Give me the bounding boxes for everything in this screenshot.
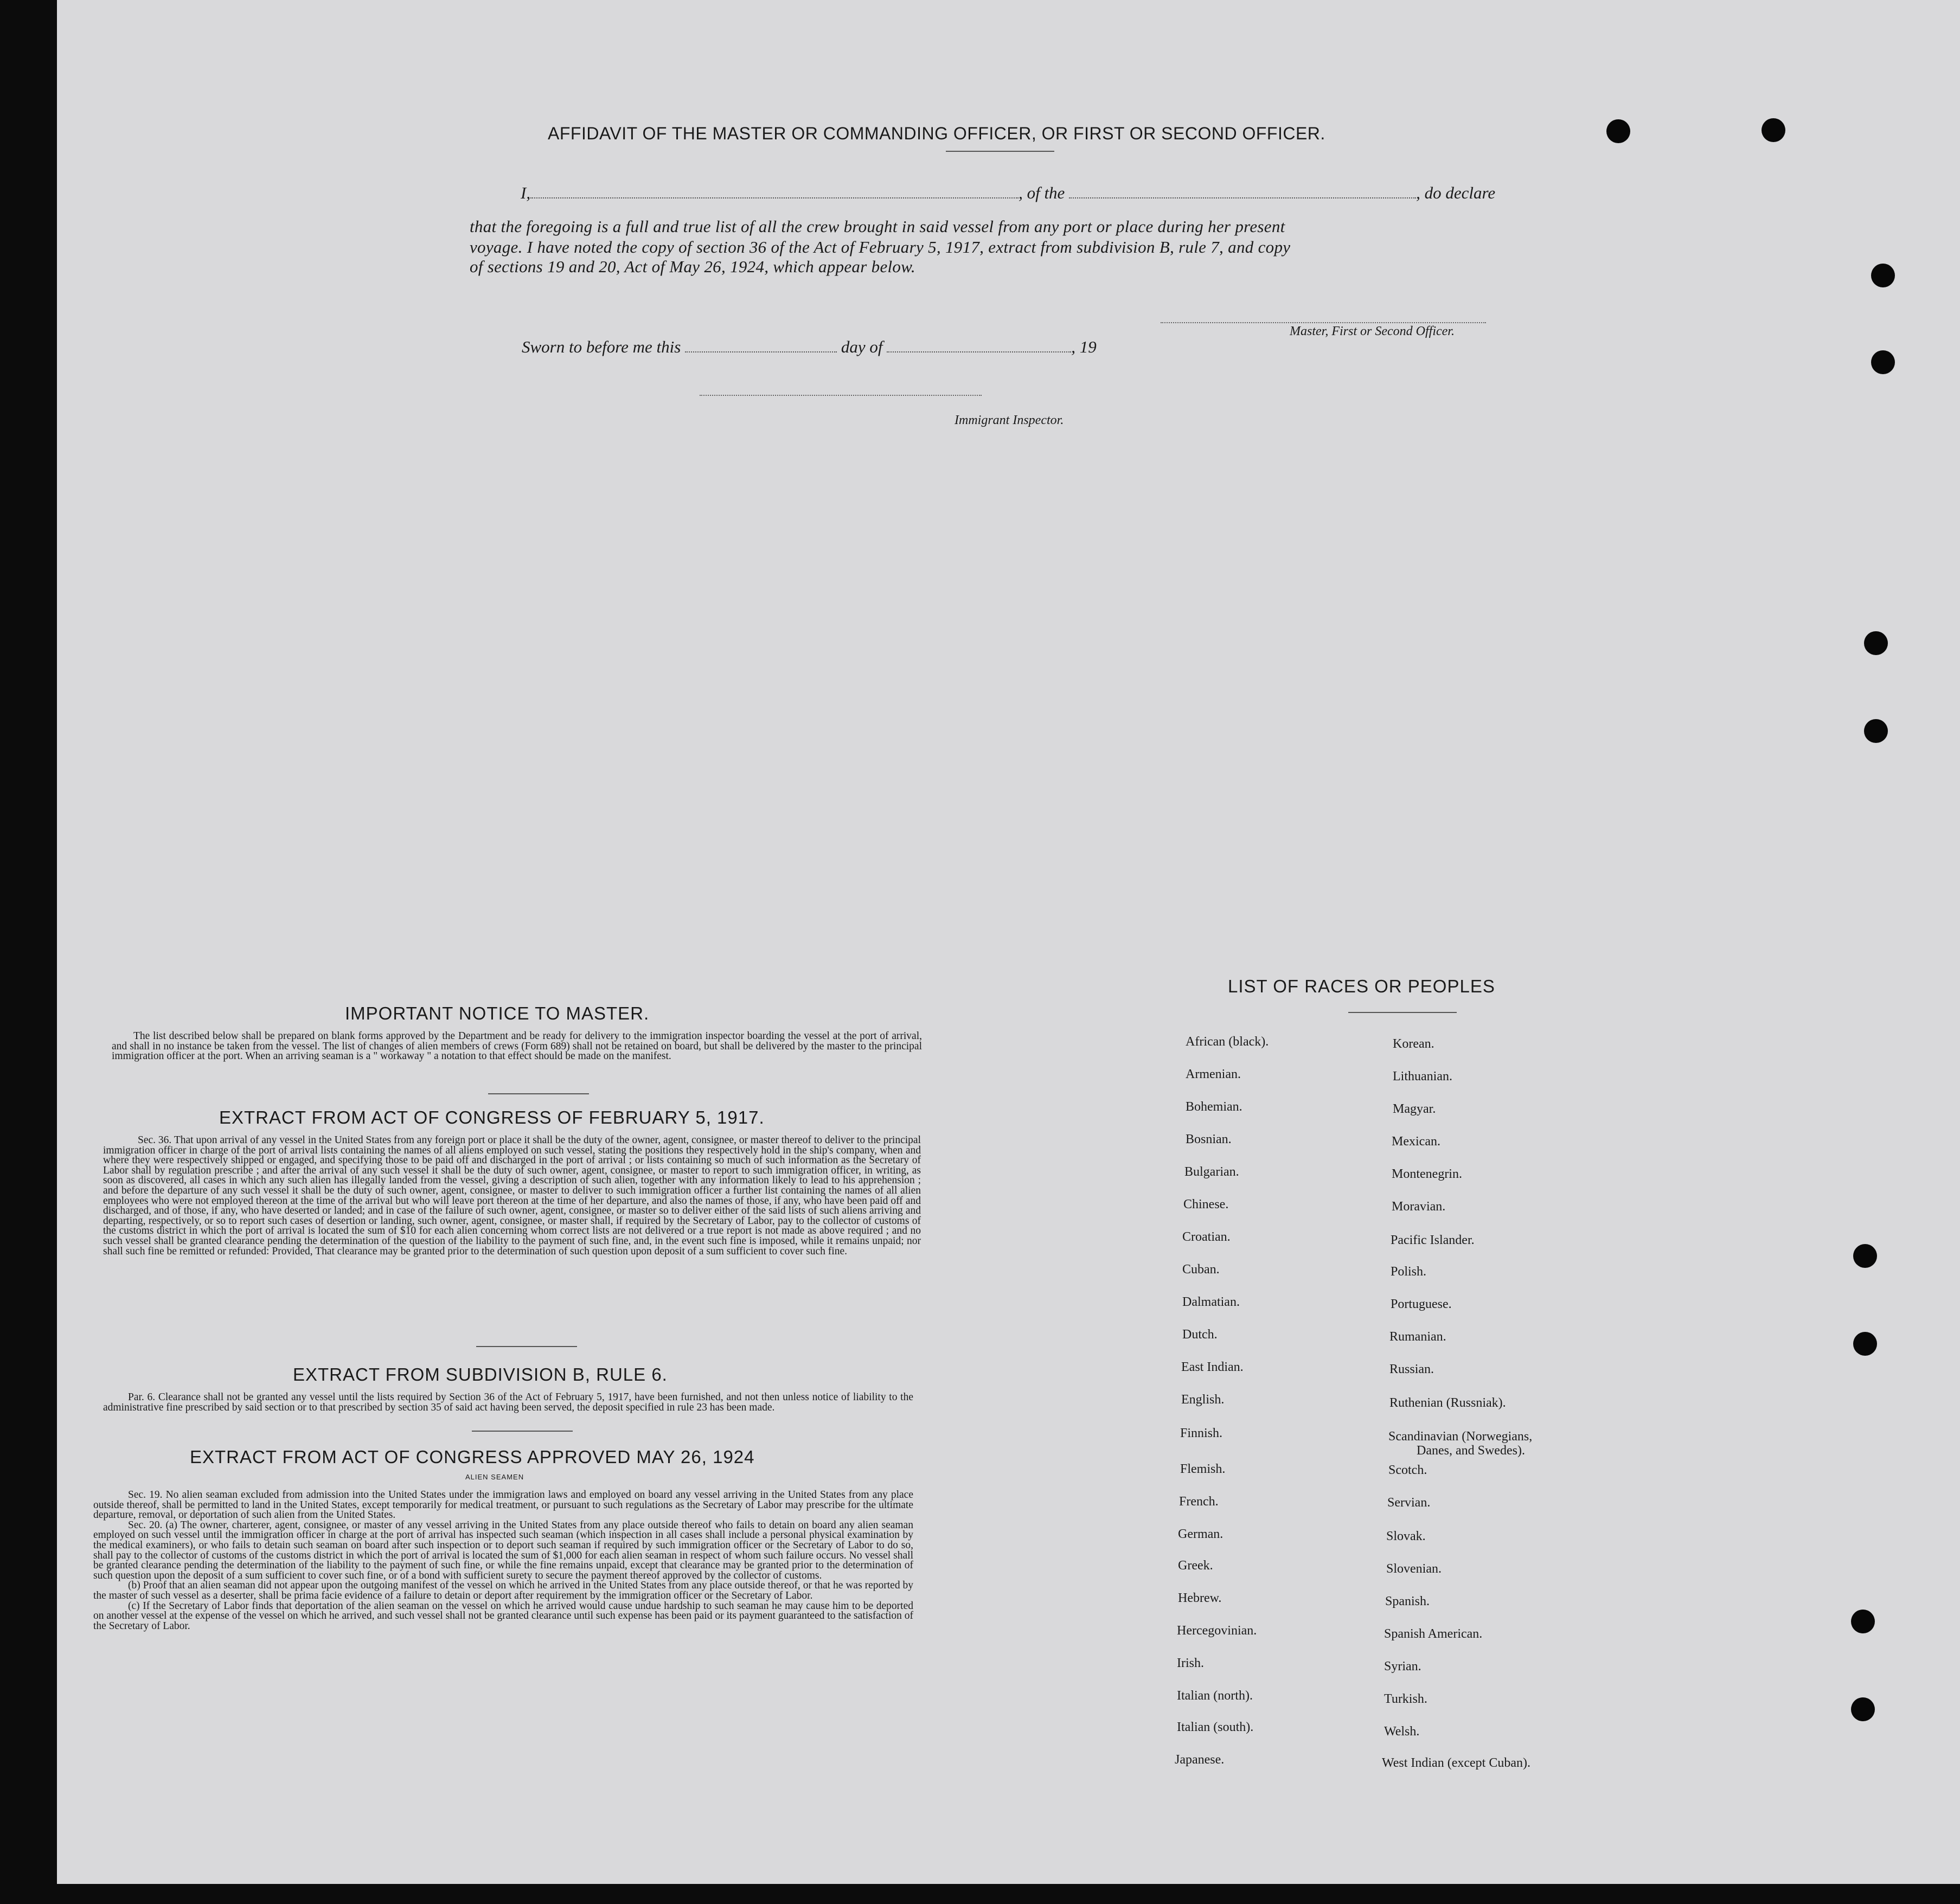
sworn-line [522,337,1097,357]
race-item: Turkish. [1384,1692,1427,1706]
race-item: Servian. [1387,1496,1431,1510]
vessel-name-field[interactable] [1069,197,1416,198]
race-item: Mexican. [1392,1134,1440,1149]
sec20c-text: (c) If the Secretary of Labor finds that deportation of the alien seaman on the vessel on which he arrived would cause undue hardship to such seaman he may cause him to be deported on another vessel at the expense of the vessel on which he arrived, and such vessel shall not be granted clearance until such expense has been paid or its payment guaranteed to the satisfaction of the Secretary of Labor. [93,1600,913,1632]
race-item: Italian (north). [1177,1689,1253,1703]
officer-name-field[interactable] [530,197,1019,198]
race-item: Scotch. [1388,1463,1427,1477]
race-item: Japanese. [1175,1753,1225,1767]
punch-hole-right-1 [1871,264,1895,287]
race-item: Scandinavian (Norwegians, [1388,1429,1533,1444]
race-item: Finnish. [1180,1426,1223,1440]
punch-hole-right-4 [1864,719,1888,743]
race-item: English. [1181,1393,1225,1407]
punch-hole-right-8 [1851,1697,1875,1721]
race-item: Welsh. [1384,1725,1420,1739]
affidavit-of-the-label: , of the [1019,183,1065,202]
notice-text: The list described below shall be prepared on blank forms approved by the Department and be ready for delivery to the immigration inspector boarding the vessel at the port of arrival, and shall in no instance be taken from the vessel. The list of changes of alien members of crews (Form 689) shall not be retained on board, but shall be delivered by the master to the principal immigration officer at the port. When an arriving seaman is a " workaway " a notation to that effect should be made on the manifest. [112,1030,922,1062]
race-item: Korean. [1393,1037,1434,1051]
race-item: Hebrew. [1178,1591,1222,1605]
sec20a-text: Sec. 20. (a) The owner, charterer, agent, consignee, or master of any vessel arriving in the United States from any place outside thereof who fails to detain on board any alien seaman employed on such vessel until the immigration officer in charge at the port of arrival has inspected such seaman (which inspection in all cases shall include a personal physical examination by the medical examiners), or who fails to detain such seaman on board after such inspection or to deport such seaman if required by such immigration officer or the Secretary of Labor to do so, shall pay to the collector of customs of the customs district in which the port of arrival is located the sum of $1,000 for each alien seaman in respect of whom such failure occurs. No vessel shall be granted clearance pending the determination of the liability to the payment of such fine, or while the fine remains unpaid, except that clearance may be granted prior to the determination of such question upon the deposit of a sum sufficient to cover such fine, or of a bond with sufficient surety to secure the payment thereof approved by the collector of customs. [93,1519,913,1581]
extract-1924-text [93,1490,913,1631]
race-item: Slovak. [1386,1529,1426,1543]
year-prefix-label: , 19 [1071,337,1097,356]
extract-1917-rule [476,1346,577,1347]
punch-hole-right-5 [1853,1244,1877,1268]
race-item: Portuguese. [1391,1297,1452,1311]
notice-title: IMPORTANT NOTICE TO MASTER. [345,1003,650,1023]
race-item: Croatian. [1182,1230,1231,1244]
race-item: Bohemian. [1186,1100,1242,1114]
race-item: Greek. [1178,1559,1213,1573]
race-item: Russian. [1389,1362,1434,1376]
punch-hole-top-1 [1606,119,1630,143]
race-item: Irish. [1177,1656,1204,1670]
extract-1924-subtitle: ALIEN SEAMEN [465,1473,524,1481]
race-item: East Indian. [1181,1360,1244,1374]
race-item: German. [1178,1527,1224,1541]
punch-hole-right-3 [1864,631,1888,655]
race-item: Spanish American. [1384,1627,1483,1641]
affidavit-declare-label: , do declare [1416,183,1496,202]
race-item: Syrian. [1384,1659,1421,1674]
race-item: Flemish. [1180,1462,1226,1476]
race-item: African (black). [1186,1035,1269,1049]
punch-hole-right-6 [1853,1332,1877,1356]
race-item: Armenian. [1186,1067,1241,1081]
sworn-day-field[interactable] [685,351,837,352]
race-item: Dalmatian. [1182,1295,1240,1309]
notice-rule [488,1093,589,1094]
extract-1924-title: EXTRACT FROM ACT OF CONGRESS APPROVED MAY 26, 1924 [190,1447,755,1467]
races-title: LIST OF RACES OR PEOPLES [1228,976,1495,996]
punch-hole-right-7 [1851,1610,1875,1633]
affidavit-body-line-3: of sections 19 and 20, Act of May 26, 1924, which appear below. [470,257,915,276]
affidavit-declaration-line [521,183,1529,203]
race-item: Cuban. [1182,1262,1220,1277]
race-item: Moravian. [1392,1200,1446,1214]
extract-1917-title: EXTRACT FROM ACT OF CONGRESS OF FEBRUARY 5, 1917. [219,1107,765,1127]
race-item: Danes, and Swedes). [1417,1444,1525,1458]
race-item: Ruthenian (Russniak). [1389,1396,1506,1410]
race-item: Polish. [1391,1265,1427,1279]
affidavit-title-rule [946,151,1054,152]
affidavit-title: AFFIDAVIT OF THE MASTER OR COMMANDING OFFICER, OR FIRST OR SECOND OFFICER. [548,124,1325,143]
sec19-text: Sec. 19. No alien seaman excluded from admission into the United States under the immigration laws and employed on board any vessel arriving in the United States from any place outside thereof, shall be permitted to land in the United States, except temporarily for medical treatment, or pursuant to such regulations as the Secretary of Labor may prescribe for the ultimate departure, removal, or deportation of such alien from the United States. [93,1489,913,1521]
affidavit-i-label: I, [521,183,531,202]
punch-hole-top-2 [1762,118,1785,142]
inspector-label: Immigrant Inspector. [955,413,1064,427]
sworn-label: Sworn to before me this [522,337,681,356]
master-signature-label: Master, First or Second Officer. [1290,324,1455,338]
race-item: West Indian (except Cuban). [1382,1756,1530,1770]
sworn-month-field[interactable] [887,351,1071,352]
race-item: Spanish. [1385,1594,1430,1608]
extract-rule6-rule [472,1431,573,1432]
race-item: Montenegrin. [1392,1167,1462,1181]
extract-rule6-text: Par. 6. Clearance shall not be granted any vessel until the lists required by Section 36 of the Act of February 5, 1917, have been furnished, and not then unless notice of liability to the administrative fine prescribed by said section or to that prescribed by section 35 of said act having been served, the deposit specified in rule 23 has been made. [103,1392,913,1413]
race-item: Hercegovinian. [1177,1624,1257,1638]
race-item: Pacific Islander. [1391,1233,1475,1247]
race-item: Italian (south). [1177,1720,1254,1734]
race-item: Bosnian. [1186,1132,1232,1146]
day-of-label: day of [841,337,883,356]
race-item: Lithuanian. [1393,1069,1452,1084]
race-item: Slovenian. [1386,1562,1442,1576]
race-item: Rumanian. [1389,1330,1446,1344]
races-title-rule [1348,1012,1457,1013]
race-item: Magyar. [1393,1102,1436,1116]
race-item: Dutch. [1182,1328,1218,1342]
master-signature-field[interactable] [1161,320,1486,323]
extract-1917-text: Sec. 36. That upon arrival of any vessel in the United States from any foreign port or place it shall be the duty of the owner, agent, consignee, or master thereof to deliver to the principal immigration officer in charge of the port of arrival lists containing the names of all aliens employed on such vessel, stating the positions they respectively hold in the ship's company, when and where they were respectively shipped or engaged, and specifying those to be paid off and discharged in the port of arrival ; or lists containing so much of such information as the Secretary of Labor shall by regulation prescribe ; and after the arrival of any such vessel it shall be the duty of such owner, agent, consignee, or master to report to such immigration officer, in writing, as soon as discovered, all cases in which any such alien has illegally landed from the vessel, giving a description of such alien, together with any information likely to lead to his apprehension ; and before the departure of any such vessel it shall be the duty of such owner, agent, consignee, or master to deliver to such immigration officer a further list containing the names of all alien employees who were not employed thereon at the time of the arrival but who will leave port thereon at the time of her departure, and also the names of those, if any, who have been paid off and discharged, and of those, if any, who have deserted or landed; and in case of the failure of such owner, agent, consignee, or master so to deliver either of the said lists of such aliens arriving and departing, respectively, or so to report such cases of desertion or landing, such owner, agent, consignee, or master shall, if required by the Secretary of Labor, pay to the collector of customs of the customs district in which the port of arrival is located the sum of $10 for each alien concerning whom correct lists are not delivered or a true report is not made as above required ; and no such vessel shall be granted clearance pending the determination of the question of the liability to the payment of such fine, and, in the event such fine is imposed, while it remains unpaid; nor shall such fine be remitted or refunded: Provided, That clearance may be granted prior to the determination of such question upon deposit of a sum sufficient to cover such fine. [103,1134,921,1257]
extract-rule6-title: EXTRACT FROM SUBDIVISION B, RULE 6. [293,1364,668,1384]
punch-hole-right-2 [1871,350,1895,374]
race-item: Bulgarian. [1184,1165,1239,1179]
inspector-signature-field[interactable] [700,393,982,396]
affidavit-body-line-1: that the foregoing is a full and true list of all the crew brought in said vessel from any port or place during her present [470,217,1285,236]
affidavit-body-line-2: voyage. I have noted the copy of section 36 of the Act of February 5, 1917, extract from subdivision B, rule 7, and copy [470,238,1291,257]
race-item: French. [1179,1495,1219,1509]
race-item: Chinese. [1183,1197,1229,1211]
sec20b-text: (b) Proof that an alien seaman did not appear upon the outgoing manifest of the vessel on which he arrived in the United States from any place outside thereof, or that he was reported by the master of such vessel as a deserter, shall be prima facie evidence of a failure to detain or deport after requirement by the immigration officer or the Secretary of Labor. [93,1580,913,1601]
